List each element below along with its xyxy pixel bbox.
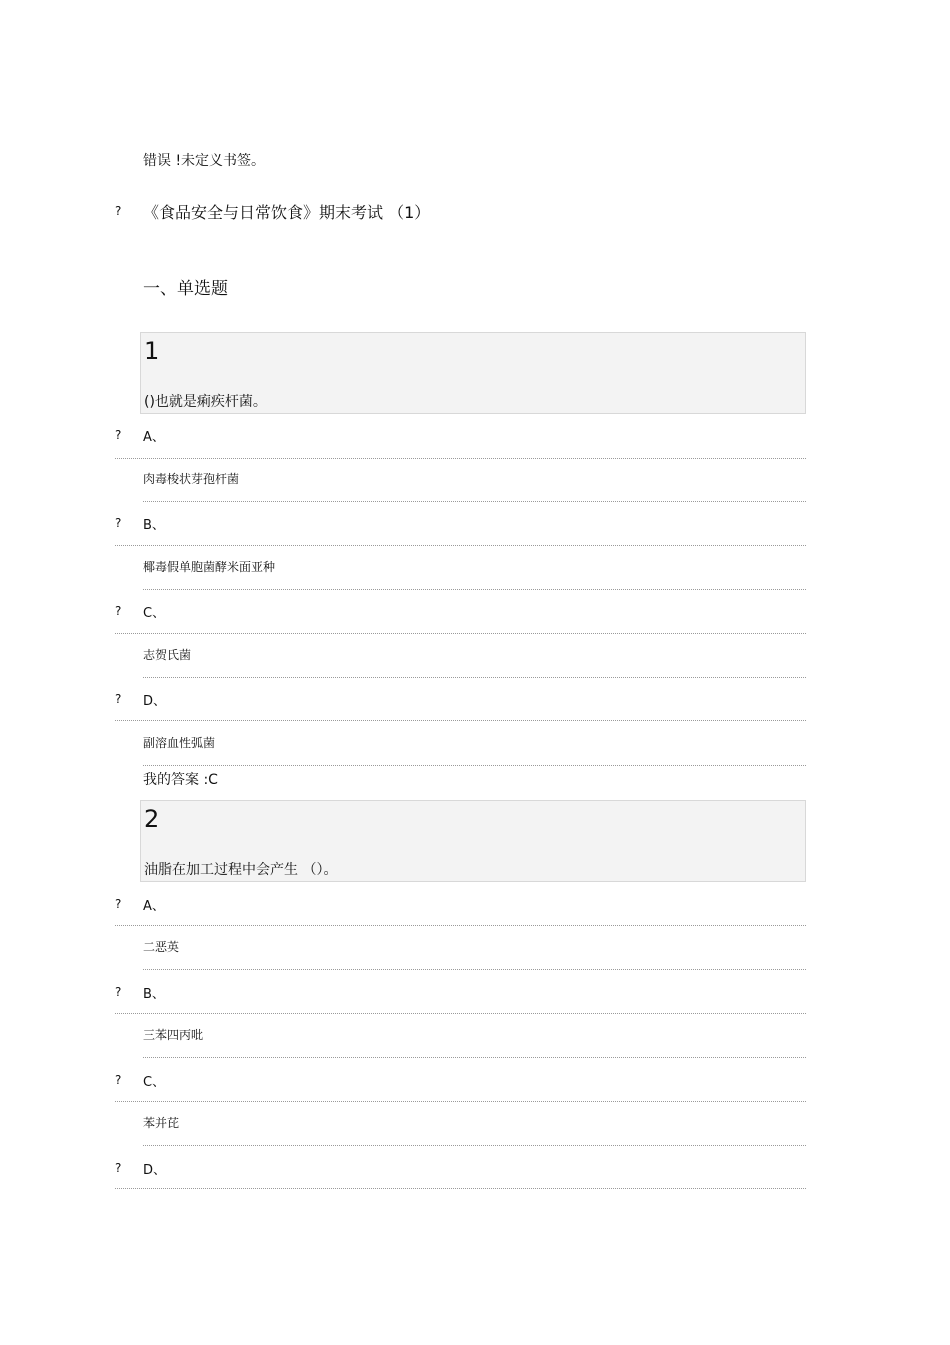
divider [143,765,806,766]
question-text: ()也就是痢疾杆菌。 [144,394,267,410]
divider [143,501,806,502]
question-text: 油脂在加工过程中会产生 （）。 [144,862,338,878]
option-bullet: ? [115,897,122,911]
divider [115,633,806,634]
option-d-text: 副溶血性弧菌 [143,736,216,750]
question-number: 1 [144,337,160,365]
error-note: 错误 !未定义书签。 [143,153,266,169]
question-2-box [140,800,806,882]
option-bullet: ? [115,1161,122,1175]
question-1-box [140,332,806,414]
divider [143,1057,806,1058]
divider [143,677,806,678]
divider [115,1013,806,1014]
divider [143,1145,806,1146]
option-bullet: ? [115,428,122,442]
option-c-text: 苯并芘 [143,1116,180,1130]
option-b-text: 椰毒假单胞菌酵米面亚种 [143,560,276,574]
option-c-label[interactable]: C、 [143,606,166,621]
my-answer: 我的答案 :C [143,772,218,788]
option-bullet: ? [115,692,122,706]
option-bullet: ? [115,985,122,999]
option-bullet: ? [115,1073,122,1087]
section-heading: 一、单选题 [143,279,228,299]
divider [115,458,806,459]
option-a-label[interactable]: A、 [143,430,165,445]
option-d-label[interactable]: D、 [143,1163,167,1178]
option-b-label[interactable]: B、 [143,518,165,533]
option-d-label[interactable]: D、 [143,694,167,709]
option-c-text: 志贺氏菌 [143,648,192,662]
divider [115,1188,806,1189]
option-b-text: 三苯四丙吡 [143,1028,204,1042]
divider [115,1101,806,1102]
page-title: 《食品安全与日常饮食》期末考试 （1） [143,203,431,222]
divider [143,589,806,590]
divider [115,925,806,926]
option-a-text: 肉毒梭状芽孢杆菌 [143,472,240,486]
divider [143,969,806,970]
divider [115,720,806,721]
option-b-label[interactable]: B、 [143,987,165,1002]
option-a-text: 二恶英 [143,940,180,954]
option-c-label[interactable]: C、 [143,1075,166,1090]
option-bullet: ? [115,516,122,530]
option-bullet: ? [115,604,122,618]
option-a-label[interactable]: A、 [143,899,165,914]
question-number: 2 [144,805,160,833]
divider [115,545,806,546]
title-bullet: ? [115,204,122,218]
